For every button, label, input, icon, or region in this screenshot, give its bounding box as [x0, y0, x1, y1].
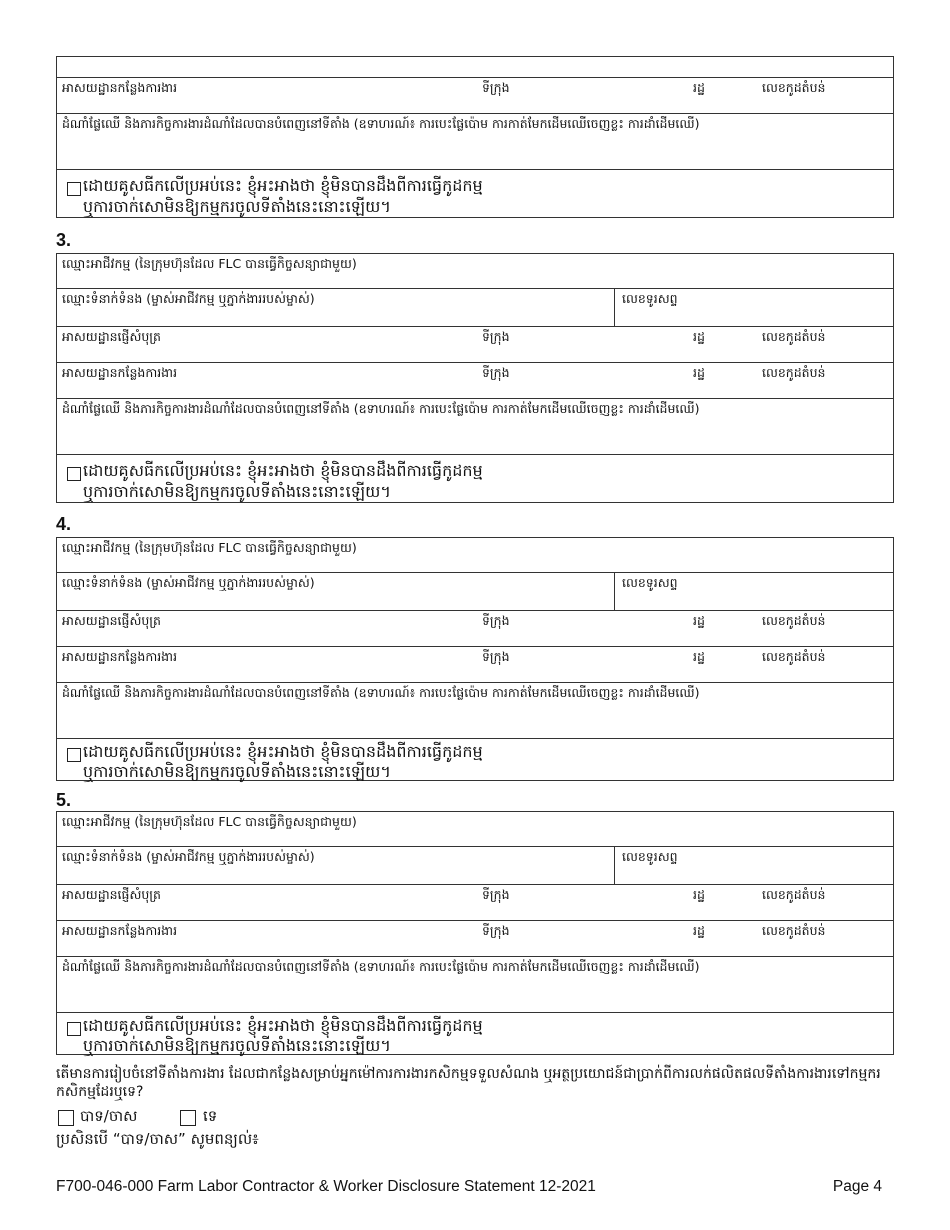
divider	[614, 847, 615, 885]
certify-line-2: ឬការចាក់សោមិនឱ្យកម្មករចូលទីតាំងនេះនោះឡើយ។	[83, 482, 391, 501]
section-4-form	[56, 537, 894, 781]
crops-label: ដំណាំផ្លែឈើ និងភារកិច្ចការងារដំណាំដែលបានបំពេញនៅទីតាំង (ឧទាហរណ៍៖ ការបេះផ្លែប៉ោម ការកាត់មែកដើមឈើចេញខ្លះ ការដាំដើមឈើ)	[62, 959, 700, 974]
business-name-row[interactable]	[57, 538, 893, 572]
form-id: F700-046-000 Farm Labor Contractor & Worker Disclosure Statement 12-2021	[56, 1178, 596, 1195]
work-address-row[interactable]	[57, 920, 893, 957]
state-label: រដ្ឋ	[693, 649, 705, 664]
crops-row[interactable]	[57, 398, 893, 455]
certify-line-1: ដោយគូសធីកលើប្រអប់នេះ ខ្ញុំអះអាងថា ខ្ញុំមិនបានដឹងពីការធ្វើកូដកម្ម	[83, 742, 483, 761]
zip-label: លេខកូដតំបន់	[762, 649, 826, 664]
contact-row	[57, 288, 893, 327]
zip-label: លេខកូដតំបន់	[762, 887, 826, 902]
no-label: ទេ	[203, 1107, 218, 1125]
mailing-address-label: អាសយដ្ឋានផ្ញើសំបុត្រ	[62, 887, 161, 902]
work-address-label: អាសយដ្ឋានកន្លែងការងារ	[62, 923, 178, 938]
mailing-address-label: អាសយដ្ឋានផ្ញើសំបុត្រ	[62, 613, 161, 628]
crops-row[interactable]	[57, 113, 893, 170]
yes-checkbox[interactable]	[58, 1110, 74, 1126]
crops-row[interactable]	[57, 956, 893, 1013]
zip-label: លេខកូដតំបន់	[762, 613, 826, 628]
state-label: រដ្ឋ	[693, 365, 705, 380]
section-3-number: 3.	[56, 230, 72, 250]
city-label: ទីក្រុង	[482, 365, 510, 380]
certify-row	[57, 454, 893, 505]
crops-row[interactable]	[57, 682, 893, 739]
certify-line-1: ដោយគូសធីកលើប្រអប់នេះ ខ្ញុំអះអាងថា ខ្ញុំមិនបានដឹងពីការធ្វើកូដកម្ម	[83, 461, 483, 480]
zip-label: លេខកូដតំបន់	[762, 365, 826, 380]
city-label: ទីក្រុង	[482, 329, 510, 344]
phone-label: លេខទូរសព្ទ	[622, 291, 678, 306]
zip-label: លេខកូដតំបន់	[762, 329, 826, 344]
certify-row	[57, 1012, 893, 1057]
section-4-number: 4.	[56, 514, 72, 534]
divider	[614, 573, 615, 611]
work-address-label: អាសយដ្ឋានកន្លែងការងារ	[62, 649, 178, 664]
work-address-label: អាសយដ្ឋានកន្លែងការងារ	[62, 80, 178, 95]
certify-line-2: ឬការចាក់សោមិនឱ្យកម្មករចូលទីតាំងនេះនោះឡើយ។	[83, 1036, 391, 1055]
contact-name-label: ឈ្មោះទំនាក់ទំនង (ម្ចាស់អាជីវកម្ម ឬភ្នាក់ងាររបស់ម្ចាស់)	[62, 291, 315, 306]
divider	[614, 289, 615, 327]
state-label: រដ្ឋ	[693, 887, 705, 902]
zip-label: លេខកូដតំបន់	[762, 923, 826, 938]
section-5-form	[56, 811, 894, 1055]
certify-checkbox[interactable]	[67, 467, 81, 481]
crops-label: ដំណាំផ្លែឈើ និងភារកិច្ចការងារដំណាំដែលបានបំពេញនៅទីតាំង (ឧទាហរណ៍៖ ការបេះផ្លែប៉ោម ការកាត់មែកដើមឈើចេញខ្លះ ការដាំដើមឈើ)	[62, 401, 700, 416]
section-5-number: 5.	[56, 790, 72, 810]
city-label: ទីក្រុង	[482, 613, 510, 628]
certify-line-2: ឬការចាក់សោមិនឱ្យកម្មករចូលទីតាំងនេះនោះឡើយ។	[83, 197, 391, 216]
certify-row	[57, 738, 893, 783]
contact-name-label: ឈ្មោះទំនាក់ទំនង (ម្ចាស់អាជីវកម្ម ឬភ្នាក់ងាររបស់ម្ចាស់)	[62, 575, 315, 590]
mailing-address-row[interactable]	[57, 884, 893, 921]
certify-line-2: ឬការចាក់សោមិនឱ្យកម្មករចូលទីតាំងនេះនោះឡើយ។	[83, 762, 391, 781]
mailing-address-row[interactable]	[57, 610, 893, 647]
certify-checkbox[interactable]	[67, 182, 81, 196]
contact-row	[57, 572, 893, 611]
phone-label: លេខទូរសព្ទ	[622, 849, 678, 864]
work-address-row[interactable]	[57, 77, 893, 114]
certify-line-1: ដោយគូសធីកលើប្រអប់នេះ ខ្ញុំអះអាងថា ខ្ញុំមិនបានដឹងពីការធ្វើកូដកម្ម	[83, 176, 483, 195]
city-label: ទីក្រុង	[482, 923, 510, 938]
phone-label: លេខទូរសព្ទ	[622, 575, 678, 590]
state-label: រដ្ឋ	[693, 613, 705, 628]
mailing-address-row[interactable]	[57, 326, 893, 363]
business-name-label: ឈ្មោះអាជីវកម្ម (នៃក្រុមហ៊ុនដែល FLC បានធ្វើកិច្ចសន្យាជាមួយ)	[62, 814, 357, 829]
business-name-label: ឈ្មោះអាជីវកម្ម (នៃក្រុមហ៊ុនដែល FLC បានធ្វើកិច្ចសន្យាជាមួយ)	[62, 256, 357, 271]
certify-line-1: ដោយគូសធីកលើប្រអប់នេះ ខ្ញុំអះអាងថា ខ្ញុំមិនបានដឹងពីការធ្វើកូដកម្ម	[83, 1016, 483, 1035]
city-label: ទីក្រុង	[482, 649, 510, 664]
contact-row	[57, 846, 893, 885]
state-label: រដ្ឋ	[693, 80, 705, 95]
work-address-row[interactable]	[57, 362, 893, 399]
city-label: ទីក្រុង	[482, 80, 510, 95]
certify-row	[57, 169, 893, 220]
contact-name-label: ឈ្មោះទំនាក់ទំនង (ម្ចាស់អាជីវកម្ម ឬភ្នាក់ងាររបស់ម្ចាស់)	[62, 849, 315, 864]
no-checkbox[interactable]	[180, 1110, 196, 1126]
crops-label: ដំណាំផ្លែឈើ និងភារកិច្ចការងារដំណាំដែលបានបំពេញនៅទីតាំង (ឧទាហរណ៍៖ ការបេះផ្លែប៉ោម ការកាត់មែកដើមឈើចេញខ្លះ ការដាំដើមឈើ)	[62, 685, 700, 700]
city-label: ទីក្រុង	[482, 887, 510, 902]
mailing-address-label: អាសយដ្ឋានផ្ញើសំបុត្រ	[62, 329, 161, 344]
business-name-row[interactable]	[57, 254, 893, 288]
business-name-row[interactable]	[57, 812, 893, 846]
yes-label: បាទ/ចាស	[80, 1107, 138, 1125]
question-text: តើមានការរៀបចំនៅទីតាំងការងារ ដែលជាកន្លែងសម្រាប់អ្នកម៉ៅការការងារកសិកម្មទទួលសំណង ឬអត្ថប្រយោជន៍ជាប្រាក់ពីការលក់ផលិតផលទីតាំងការងារទៅកម្មករកសិកម្មដែរឬទេ?	[56, 1066, 881, 1100]
section-3-form	[56, 253, 894, 503]
certify-checkbox[interactable]	[67, 1022, 81, 1036]
certify-checkbox[interactable]	[67, 748, 81, 762]
section-2-form	[56, 56, 894, 218]
business-name-label: ឈ្មោះអាជីវកម្ម (នៃក្រុមហ៊ុនដែល FLC បានធ្វើកិច្ចសន្យាជាមួយ)	[62, 540, 357, 555]
zip-label: លេខកូដតំបន់	[762, 80, 826, 95]
state-label: រដ្ឋ	[693, 329, 705, 344]
explain-label: ប្រសិនបើ “បាទ/ចាស” សូមពន្យល់៖	[56, 1130, 259, 1148]
crops-label: ដំណាំផ្លែឈើ និងភារកិច្ចការងារដំណាំដែលបានបំពេញនៅទីតាំង (ឧទាហរណ៍៖ ការបេះផ្លែប៉ោម ការកាត់មែកដើមឈើចេញខ្លះ ការដាំដើមឈើ)	[62, 116, 700, 131]
page-number: Page 4	[832, 1178, 882, 1195]
work-address-row[interactable]	[57, 646, 893, 683]
work-address-label: អាសយដ្ឋានកន្លែងការងារ	[62, 365, 178, 380]
state-label: រដ្ឋ	[693, 923, 705, 938]
